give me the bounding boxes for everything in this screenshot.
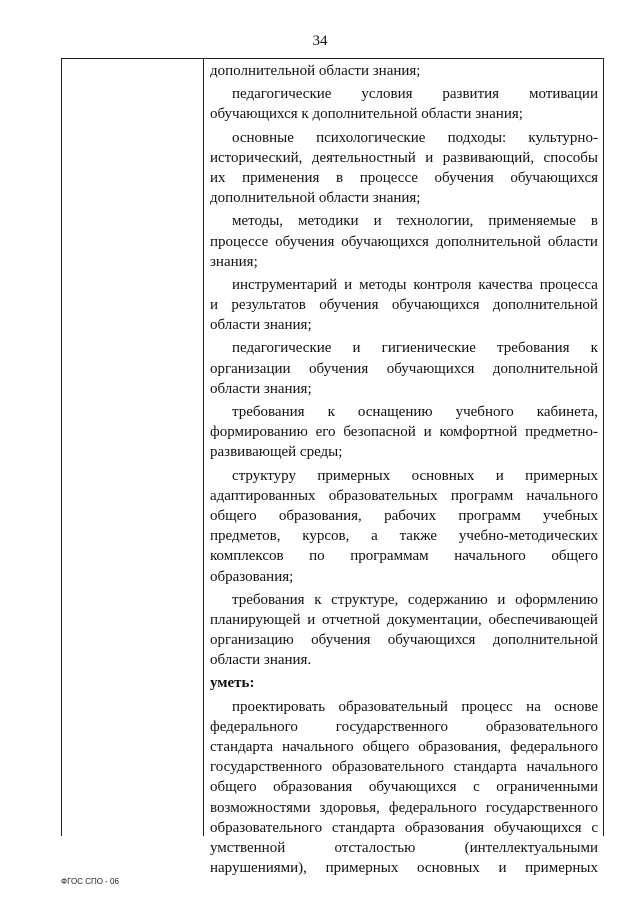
text-line (210, 798, 598, 818)
word: процесса (539, 276, 598, 293)
word: основных (417, 860, 480, 877)
word: образовательный (338, 698, 448, 715)
word: структуре, (331, 591, 399, 608)
word: исторический, (210, 149, 303, 166)
word: образования, (418, 739, 502, 755)
word: нарушениями), (210, 860, 307, 877)
word: в (336, 169, 344, 186)
word: общего (210, 779, 257, 796)
word: общего (551, 548, 598, 565)
word: требования (497, 340, 570, 357)
word: и (352, 340, 361, 357)
word: и (373, 213, 382, 230)
word: процесс (461, 698, 513, 715)
word: и (307, 611, 316, 628)
text-line: обучающихся к дополнительной области знания; (210, 106, 523, 123)
word: обучающихся (391, 297, 480, 314)
word: структуру (232, 467, 296, 484)
text-line (210, 128, 598, 148)
text-line (210, 402, 598, 422)
word: обучающихся (493, 819, 582, 836)
word: обучающихся (387, 632, 476, 649)
text-line (210, 777, 598, 797)
word: примерных (525, 860, 598, 877)
text-line (210, 295, 598, 315)
word: инструментарий (232, 276, 338, 293)
word: обучения (311, 632, 371, 649)
text-line (210, 838, 598, 858)
word: предметов, (210, 528, 281, 545)
text-line: области знания; (210, 380, 312, 397)
word: технологии, (396, 213, 474, 230)
word: учебных (543, 507, 598, 524)
text-line: уметь: (210, 675, 255, 692)
text-line (210, 168, 598, 188)
text-line (210, 526, 598, 546)
word: примерных (317, 467, 391, 484)
word: здоровья, (319, 799, 380, 816)
word: образования (404, 819, 484, 836)
word: обучения (434, 169, 494, 186)
word: комплексов (210, 548, 284, 565)
word: методы, (232, 213, 284, 230)
word: обучающихся (510, 169, 598, 186)
word: безопасной (343, 424, 416, 441)
word: учебного (455, 404, 514, 420)
word: обучения (275, 233, 335, 250)
word: а (371, 528, 378, 545)
word: педагогические (232, 86, 332, 103)
text-line (210, 697, 598, 717)
word: начального (282, 739, 354, 755)
word: образовательных (328, 487, 438, 504)
word: методы (359, 276, 407, 293)
word: требования (232, 404, 305, 420)
word: государственного (210, 759, 323, 776)
text-line: дополнительной области знания; (210, 190, 421, 207)
text-line (210, 858, 598, 878)
word: и (425, 149, 434, 166)
text-line (210, 506, 598, 526)
word: рабочих (384, 507, 437, 524)
word: образования (273, 779, 353, 796)
word: обучающихся (341, 233, 429, 250)
word: по (309, 548, 325, 565)
word: применяемые (488, 213, 576, 230)
word: предметно- (525, 424, 598, 441)
text-line: дополнительной области знания; (210, 63, 421, 79)
word: содержанию (407, 591, 488, 608)
word: их (210, 169, 226, 186)
word: и (423, 424, 432, 441)
text-line (210, 546, 598, 566)
word: федерального (210, 718, 298, 735)
word: к (590, 340, 598, 357)
word: условия (361, 86, 413, 103)
word: комфортной (439, 424, 518, 441)
word: основные (232, 129, 294, 146)
word: государственного (335, 718, 448, 735)
text-line (210, 359, 598, 379)
word: культурно- (528, 129, 598, 146)
word: стандарта (331, 819, 396, 836)
word: общего (362, 739, 410, 755)
text-line (210, 757, 598, 777)
word: качества (478, 276, 533, 293)
word: планирующей (210, 611, 301, 628)
text-line (210, 84, 598, 104)
word: умственной (210, 839, 286, 856)
word: и (210, 297, 219, 314)
word: стандарта (453, 759, 517, 776)
word: примерных (525, 467, 598, 484)
word: программ (450, 487, 514, 504)
word: адаптированных (210, 487, 316, 504)
word: также (399, 528, 438, 545)
word: и (495, 467, 504, 484)
word: образовательного (331, 759, 444, 776)
word: федерального (388, 799, 477, 816)
word: контроля (413, 276, 472, 293)
word: дополнительной (492, 360, 598, 377)
word: образовательного (210, 819, 323, 836)
word: начального (526, 759, 598, 776)
word: курсов, (302, 528, 350, 545)
word: и (497, 591, 506, 608)
word: образовательного (485, 718, 598, 735)
text-line: области знания; (210, 317, 312, 334)
word: гигиенические (381, 340, 476, 357)
text-line (210, 486, 598, 506)
column-divider (203, 59, 204, 836)
word: основных (411, 467, 475, 484)
word: с (473, 779, 480, 796)
text-line (210, 232, 598, 252)
word: мотивации (528, 86, 598, 103)
word: способы (543, 149, 598, 166)
text-line (210, 422, 598, 442)
word: оснащению (357, 404, 433, 420)
text-line (210, 737, 598, 757)
word: результатов (231, 297, 306, 314)
word: педагогические (232, 340, 332, 357)
word: развития (442, 86, 500, 103)
word: учебно-методических (458, 528, 598, 545)
text-line (210, 211, 598, 231)
page-number: 34 (312, 33, 328, 49)
competency-table (61, 58, 604, 877)
document-footer: ФГОС СПО - 06 (61, 877, 119, 886)
word: документации, (386, 611, 482, 628)
word: федерального (510, 739, 598, 755)
word: процессе (210, 233, 269, 250)
word: стандарта (210, 739, 274, 755)
text-line (210, 630, 598, 650)
word: и (498, 860, 507, 877)
word: деятельностный (311, 149, 416, 166)
word: государственного (485, 799, 598, 816)
word: отсталостью (334, 839, 416, 856)
text-line: знания; (210, 253, 258, 270)
table-cell-content (210, 61, 598, 878)
text-line (210, 818, 598, 838)
word: (интеллектуальными (464, 839, 598, 856)
word: проектировать (232, 698, 326, 715)
word: с (591, 819, 598, 836)
text-line (210, 275, 598, 295)
word: обучения (319, 297, 379, 314)
word: обучающихся (368, 779, 457, 796)
text-line (210, 590, 598, 610)
word: ограниченными (496, 779, 598, 796)
word: организации (210, 360, 291, 377)
word: применения (242, 169, 320, 186)
text-line: образования; (210, 568, 294, 585)
word: методики (298, 213, 359, 230)
word: к (314, 591, 322, 608)
word: общего (210, 507, 257, 524)
word: в (590, 213, 598, 230)
word: обучения (309, 360, 369, 377)
text-line (210, 466, 598, 486)
word: кабинета, (536, 404, 598, 420)
text-line (210, 148, 598, 168)
word: и (344, 276, 353, 293)
word: обеспечивающей (488, 611, 598, 628)
word: подходы: (447, 129, 507, 146)
word: основе (554, 698, 598, 715)
text-line (210, 610, 598, 630)
word: области (547, 233, 598, 250)
word: обучающихся (386, 360, 475, 377)
word: психологические (316, 129, 426, 146)
text-line: области знания. (210, 652, 312, 669)
word: оформлению (515, 591, 598, 608)
text-line: развивающей среды; (210, 444, 343, 461)
word: начального (526, 487, 598, 504)
word: возможностями (210, 799, 311, 816)
word: процессе (359, 169, 418, 186)
word: его (315, 424, 336, 441)
word: развивающий, (442, 149, 535, 166)
word: дополнительной (492, 632, 598, 649)
word: начального (454, 548, 526, 565)
word: на (526, 698, 541, 715)
word: к (327, 404, 335, 420)
word: требования (232, 591, 305, 608)
word: дополнительной (492, 297, 598, 314)
word: отчетной (321, 611, 381, 628)
word: программам (350, 548, 429, 565)
word: организацию (210, 632, 294, 649)
word: образования, (278, 507, 362, 524)
text-line (210, 717, 598, 737)
word: примерных (325, 860, 399, 877)
word: программ (458, 507, 521, 524)
word: дополнительной (435, 233, 541, 250)
text-line (210, 338, 598, 358)
word: формированию (210, 424, 308, 441)
